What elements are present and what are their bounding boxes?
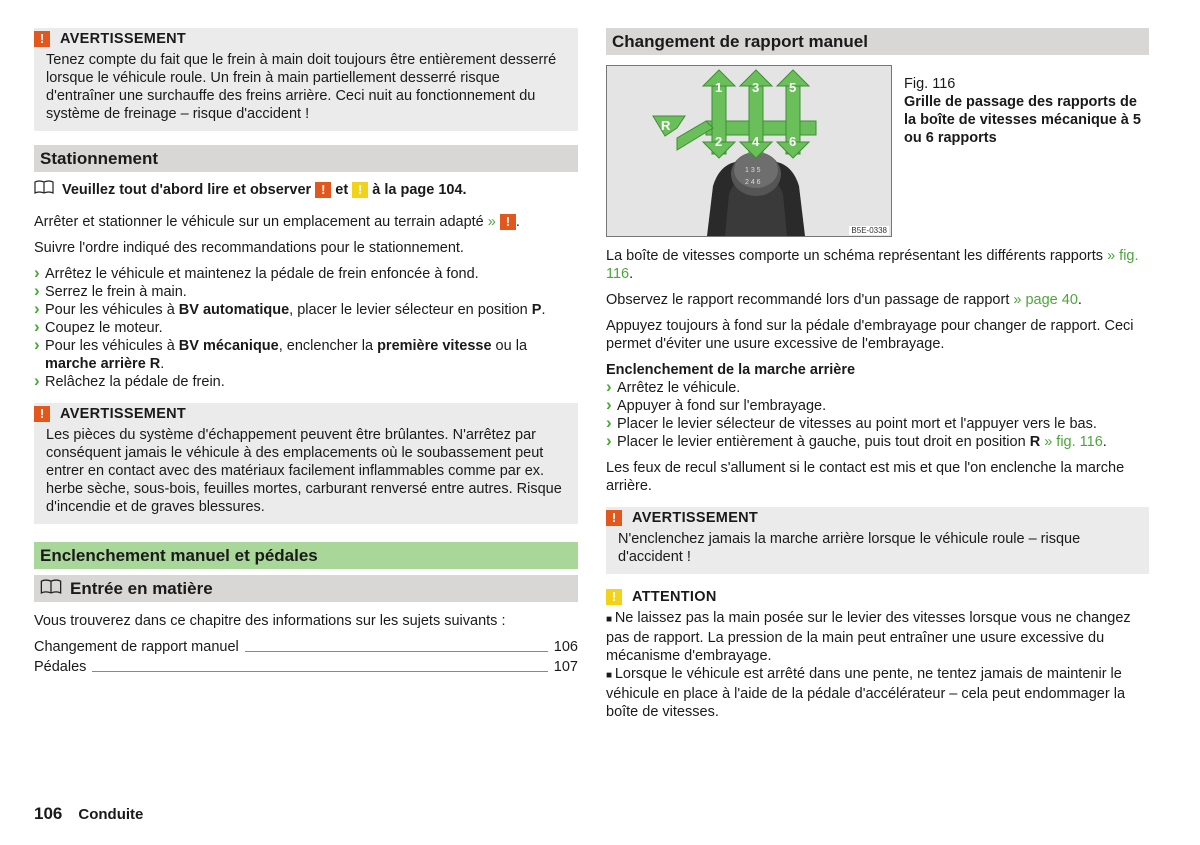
left-column: [34, 28, 578, 676]
warning-icon: !: [315, 182, 331, 198]
warning-title: AVERTISSEMENT: [632, 510, 759, 526]
toc-leader: [245, 651, 548, 652]
figure-link[interactable]: » fig. 116: [606, 248, 1139, 282]
list-item: › Arrêtez le véhicule.: [606, 379, 1149, 397]
intro-heading-text: Entrée en matière: [70, 579, 213, 598]
read-page-text: à la page 104.: [372, 181, 467, 198]
list-item: › Serrez le frein à main.: [34, 283, 578, 301]
reverse-steps: [606, 379, 1149, 451]
warning-header: [34, 403, 566, 424]
intro-text: Vous trouverez dans ce chapitre des informations sur les sujets suivants :: [34, 613, 506, 629]
toc-entry[interactable]: [34, 638, 578, 656]
attention-icon: !: [352, 182, 368, 198]
page-link[interactable]: » page 40: [1013, 292, 1078, 308]
list-item: › Pour les véhicules à BV mécanique, enclencher la première vitesse ou la marche arrière R.: [34, 337, 578, 373]
warning-header: [34, 28, 566, 49]
figure-link[interactable]: » fig. 116: [1044, 434, 1103, 450]
gear-label: 3: [752, 80, 760, 95]
toc-page: 107: [553, 659, 578, 675]
gear-pattern-illustration: [607, 66, 891, 236]
toc-entry[interactable]: [34, 658, 578, 676]
read-and-text: et: [335, 181, 349, 198]
gearbox-paragraph-4: Les feux de recul s'allument si le contact est mis et que l'on enclenche la marche arrière.: [606, 460, 1125, 494]
warning-header: [606, 507, 1137, 528]
gearbox-paragraph-1: La boîte de vitesses comporte un schéma représentant les différents rapports » fig. 116.: [606, 248, 1139, 282]
parking-paragraph-1-text: Arrêter et stationner le véhicule sur un emplacement au terrain adapté: [34, 214, 484, 230]
toc-page: 106: [553, 639, 578, 655]
gear-label: 2: [715, 134, 723, 149]
list-item: › Pour les véhicules à BV automatique, placer le levier sélecteur en position P.: [34, 301, 578, 319]
attention-title: ATTENTION: [632, 589, 717, 605]
warning-text: N'enclenchez jamais la marche arrière lorsque le véhicule roule – risque d'accident !: [618, 531, 1081, 565]
gearbox-paragraph-3: Appuyez toujours à fond sur la pédale d'embrayage pour changer de rapport. Ceci permet d'éviter une usure excessive de l'embrayage.: [606, 318, 1134, 352]
knob-label-bottom: 2 4 6: [745, 179, 761, 186]
warning-text: Les pièces du système d'échappement peuvent être brûlantes. N'arrêtez par conséquent jamais le véhicule à des emplacements où le soubassement peut entrer en contact avec des matériaux facilement inflammables comme par ex. herbe sèche, sous-bois, feuilles mortes, carburant renversé entre autres. Risque d'incendie et de graves blessures.: [46, 427, 562, 515]
book-icon: [40, 575, 62, 602]
attention-item: ■ Ne laissez pas la main posée sur le levier des vitesses lorsque vous ne changez pas de rapport. La pression de la main peut entraîner une usure excessive du mécanisme d'embrayage.: [606, 609, 1149, 665]
warning-title: AVERTISSEMENT: [60, 31, 187, 47]
attention-icon: !: [606, 589, 622, 605]
warning-icon: !: [34, 31, 50, 47]
figure-code: B5E-0338: [851, 226, 887, 235]
section-heading-manual-shift: Changement de rapport manuel: [606, 28, 1149, 55]
gear-label: 6: [789, 134, 797, 149]
gear-label: 4: [752, 134, 760, 149]
right-column: [606, 28, 1149, 721]
page-number: 106: [34, 804, 63, 823]
page-footer: [34, 805, 143, 824]
toc-label: Changement de rapport manuel: [34, 639, 239, 655]
parking-paragraph-1: Arrêter et stationner le véhicule sur un emplacement au terrain adapté » ! .: [34, 214, 520, 230]
figure-number: Fig. 116: [904, 76, 956, 92]
read-first-note: [34, 180, 578, 199]
gear-label: 1: [715, 80, 723, 95]
warning-icon: !: [34, 406, 50, 422]
warning-box-exhaust: [34, 403, 578, 524]
read-first-text: Veuillez tout d'abord lire et observer: [62, 181, 312, 198]
book-icon: [34, 180, 54, 199]
list-item: › Placer le levier sélecteur de vitesses au point mort et l'appuyer vers le bas.: [606, 415, 1149, 433]
list-item: › Relâchez la pédale de frein.: [34, 373, 578, 391]
chapter-heading: Enclenchement manuel et pédales: [34, 542, 578, 569]
reverse-heading: Enclenchement de la marche arrière: [606, 362, 856, 378]
figure-block: [606, 65, 1149, 237]
attention-item: ■ Lorsque le véhicule est arrêté dans une pente, ne tentez jamais de maintenir le véhicule en place à l'aide de la pédale d'accélérateur – cela peut endommager la boîte de vitesses.: [606, 665, 1149, 721]
warning-link[interactable]: »: [487, 214, 496, 230]
gear-shift-figure: [606, 65, 892, 237]
warning-icon: !: [606, 510, 622, 526]
list-item: › Appuyer à fond sur l'embrayage.: [606, 397, 1149, 415]
gear-label: 5: [789, 80, 797, 95]
figure-caption: [904, 65, 1144, 237]
parking-paragraph-2: Suivre l'ordre indiqué des recommandations pour le stationnement.: [34, 240, 464, 256]
intro-heading: [34, 575, 578, 602]
knob-label-top: 1 3 5: [745, 167, 761, 174]
list-item: › Coupez le moteur.: [34, 319, 578, 337]
figure-caption-text: Grille de passage des rapports de la boîte de vitesses mécanique à 5 ou 6 rapports: [904, 94, 1141, 146]
attention-header: [606, 586, 1149, 607]
toc-leader: [92, 671, 547, 672]
warning-box-handbrake: [34, 28, 578, 131]
warning-box-reverse: [606, 507, 1149, 574]
toc-label: Pédales: [34, 659, 87, 675]
warning-title: AVERTISSEMENT: [60, 406, 187, 422]
footer-section: Conduite: [78, 806, 144, 823]
attention-box: [606, 586, 1149, 721]
list-item: › Placer le levier entièrement à gauche, puis tout droit en position R » fig. 116.: [606, 433, 1149, 451]
parking-steps: [34, 265, 578, 391]
warning-icon: !: [500, 214, 516, 230]
gearbox-paragraph-2: Observez le rapport recommandé lors d'un passage de rapport » page 40.: [606, 292, 1082, 308]
section-heading-parking: Stationnement: [34, 145, 578, 172]
warning-text: Tenez compte du fait que le frein à main doit toujours être entièrement desserré lorsque le véhicule roule. Un frein à main partiellement desserré risque d'entraîner une surchauffe des freins arrière. Ceci nuit au fonctionnement du système de freinage – risque d'accident !: [46, 52, 557, 122]
list-item: › Arrêtez le véhicule et maintenez la pédale de frein enfoncée à fond.: [34, 265, 578, 283]
gear-label: R: [661, 118, 671, 133]
